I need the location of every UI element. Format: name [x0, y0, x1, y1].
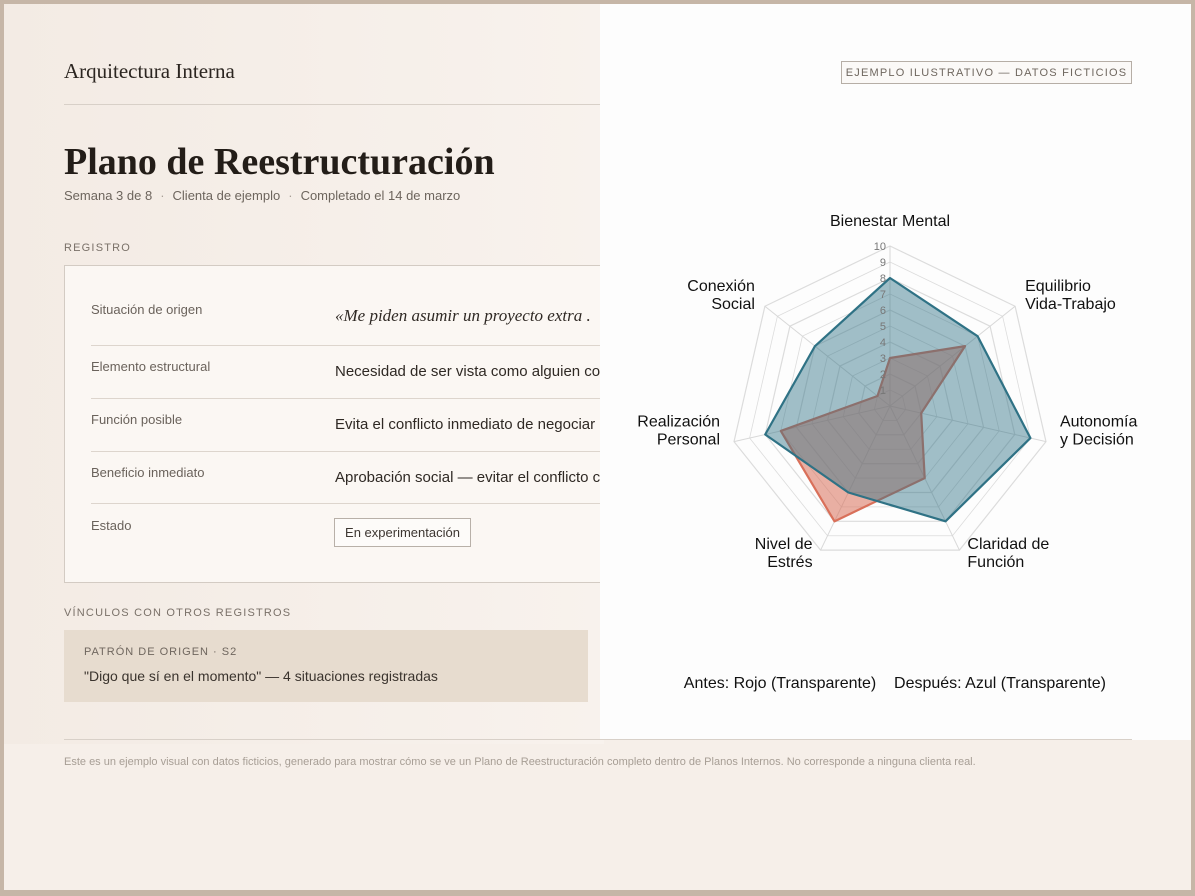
- footer-divider: [64, 739, 1132, 740]
- status-button[interactable]: En experimentación: [334, 518, 471, 547]
- example-badge: EJEMPLO ILUSTRATIVO — DATOS FICTICIOS: [841, 61, 1132, 84]
- axis-label: Vida-Trabajo: [1025, 296, 1116, 314]
- meta-client: Clienta de ejemplo: [172, 188, 281, 203]
- legend-entry: Antes: Rojo (Transparente): [683, 675, 877, 692]
- series-point: [1030, 437, 1032, 439]
- radial-tick-label: 8: [879, 273, 886, 285]
- axis-label: Bienestar Mental: [829, 213, 951, 230]
- registro-value: Necesidad de ser vista como alguien co: [335, 363, 601, 380]
- registro-value: Evita el conflicto inmediato de negociar: [335, 416, 596, 433]
- axis-label: Realización: [637, 413, 721, 431]
- page-meta: [64, 188, 460, 203]
- meta-separator: ·: [288, 188, 293, 203]
- vinculos-section-label: VÍNCULOS CON OTROS REGISTROS: [64, 607, 292, 619]
- registro-row-funcion: [65, 399, 608, 451]
- registro-key: Elemento estructural: [91, 359, 211, 374]
- radial-tick-label: 2: [879, 369, 886, 381]
- axis-label: Personal: [656, 431, 721, 449]
- radial-tick-label: 10: [873, 241, 886, 253]
- radial-tick-label: 4: [879, 337, 886, 349]
- registro-value: «Me piden asumir un proyecto extra .: [335, 306, 591, 325]
- page-frame: [4, 4, 1191, 890]
- linked-record-text: "Digo que sí en el momento" — 4 situaciones registradas: [84, 668, 438, 684]
- chart-panel: [600, 4, 1191, 740]
- meta-completed: Completado el 14 de marzo: [300, 188, 461, 203]
- series-point: [977, 335, 979, 337]
- axis-label: Estrés: [767, 554, 813, 572]
- meta-week: Semana 3 de 8: [64, 188, 153, 203]
- series-point: [945, 521, 947, 523]
- axis-label: y Decisión: [1059, 431, 1134, 449]
- linked-record-label: PATRÓN DE ORIGEN · S2: [84, 646, 238, 658]
- axis-label: Equilibrio: [1025, 278, 1091, 296]
- axis-label: Social: [711, 296, 755, 314]
- registro-key: Función posible: [91, 412, 183, 427]
- legend-entry: Después: Azul (Transparente): [894, 675, 1106, 692]
- series-point: [814, 345, 816, 347]
- series-point: [848, 492, 850, 494]
- axis-label: Conexión: [687, 278, 755, 296]
- registro-card: [64, 265, 609, 583]
- axis-label: Nivel de: [754, 536, 813, 554]
- meta-separator: ·: [160, 188, 165, 203]
- registro-value: Aprobación social — evitar el conflicto c: [335, 469, 601, 486]
- radial-tick-label: 7: [879, 289, 886, 301]
- series-point: [889, 277, 891, 279]
- series-point: [764, 434, 766, 436]
- registro-row-beneficio: [65, 452, 608, 504]
- radar-chart: [600, 4, 1191, 740]
- radial-tick-label: 9: [879, 257, 886, 269]
- registro-key: Estado: [91, 518, 132, 533]
- registro-key: Situación de origen: [91, 302, 203, 317]
- page-title: Plano de Reestructuración: [64, 141, 495, 183]
- linked-record-card[interactable]: [64, 630, 588, 702]
- footnote: Este es un ejemplo visual con datos ficticios, generado para mostrar cómo se ve un Plano de Reestructuración completo dentro de Planos Internos. No corresponde a ninguna clienta real.: [64, 756, 976, 768]
- registro-section-label: REGISTRO: [64, 242, 132, 254]
- radial-tick-label: 6: [879, 305, 886, 317]
- registro-key: Beneficio inmediato: [91, 465, 205, 480]
- axis-label: Función: [967, 554, 1025, 572]
- radial-tick-label: 1: [879, 385, 886, 397]
- registro-row-origen: [65, 266, 608, 325]
- brand-title: Arquitectura Interna: [64, 59, 235, 83]
- axis-label: Autonomía: [1059, 413, 1138, 431]
- axis-label: Claridad de: [967, 536, 1050, 554]
- registro-row-elemento: [65, 346, 608, 398]
- radial-tick-label: 3: [879, 353, 886, 365]
- series-point: [834, 521, 836, 523]
- radial-tick-label: 5: [879, 321, 886, 333]
